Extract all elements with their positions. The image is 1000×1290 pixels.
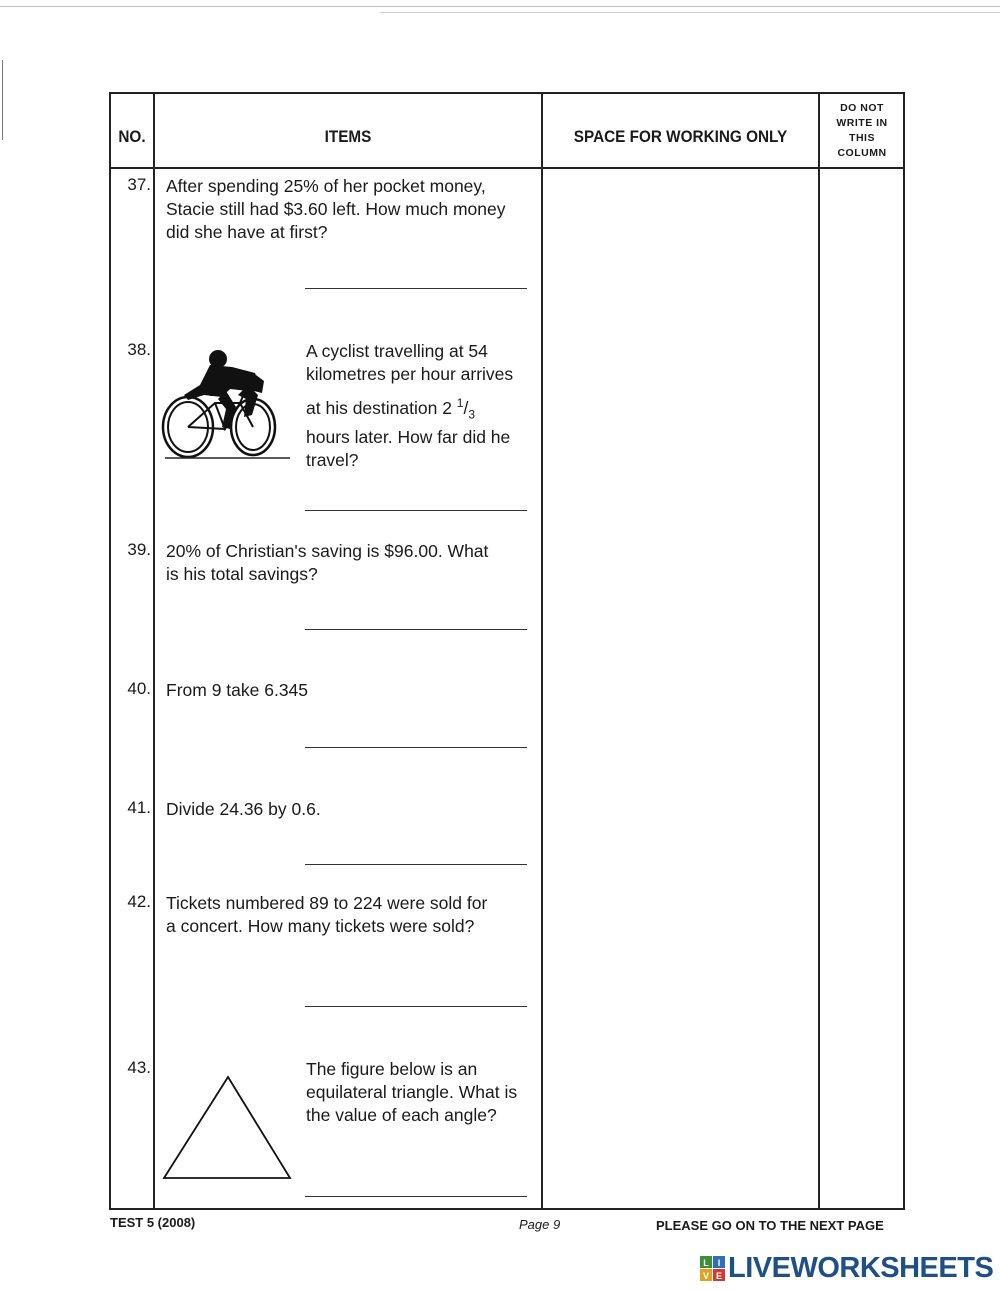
answer-line-43[interactable] [305,1196,527,1197]
svg-text:I: I [717,1257,721,1268]
question-number-43: 43. [127,1058,151,1077]
scan-line-left [2,60,3,140]
liveworksheets-wordmark: LIVEWORKSHEETS [728,1252,994,1284]
answer-line-41[interactable] [305,864,527,865]
footer-test-label: TEST 5 (2008) [110,1215,196,1230]
question-number-42: 42. [127,892,151,911]
svg-text:E: E [715,1270,723,1281]
answer-line-42[interactable] [305,1006,527,1007]
scan-line-top-2 [380,12,1000,13]
cyclist-illustration [160,345,295,465]
svg-text:L: L [703,1257,709,1268]
footer-next-page: PLEASE GO ON TO THE NEXT PAGE [656,1218,884,1233]
scan-line-top [0,6,1000,7]
answer-line-38[interactable] [305,510,527,511]
question-text-37: After spending 25% of her pocket money, Stacie still had $3.60 left. How much money did she have at first? [166,176,506,242]
answer-line-39[interactable] [305,629,527,630]
col-divider-items [541,92,543,1210]
question-number-39: 39. [127,540,151,559]
liveworksheets-logo-icon [700,1256,726,1282]
question-number-40: 40. [127,679,151,698]
answer-line-40[interactable] [305,747,527,748]
header-working: SPACE FOR WORKING ONLY [573,127,788,146]
fraction-line: at his destination 2 $^1/_3$ [306,396,476,422]
question-number-41: 41. [127,798,151,817]
question-text-42: Tickets numbered 89 to 224 were sold for a concert. How many tickets were sold? [166,893,488,936]
svg-text:V: V [702,1270,710,1281]
question-text-38: A cyclist travelling at 54 kilometres per hour arrives at his destination 2 $^1/_3$ hours later. How far did he travel? [306,341,514,471]
answer-line-37[interactable] [305,288,527,289]
footer-page-number: Page 9 [519,1217,561,1232]
question-text-39: 20% of Christian's saving is $96.00. What is his total savings? [166,541,489,584]
fraction-denominator: 3 [468,407,476,422]
question-number-37: 37. [127,175,151,194]
header-items: ITEMS [324,127,372,146]
worksheet-table [109,92,905,1210]
equilateral-triangle [160,1072,295,1184]
header-divider [109,167,905,169]
question-number-38: 38. [127,340,151,359]
liveworksheets-brand[interactable] [700,1252,993,1285]
header-do-not-write: DO NOT WRITE IN THIS COLUMN [836,102,888,159]
question-text-40: From 9 take 6.345 [166,680,309,700]
col-divider-working [818,92,820,1210]
fraction-numerator: 1 [456,396,464,410]
question-text-41: Divide 24.36 by 0.6. [166,799,321,819]
header-no: NO. [118,127,146,146]
col-divider-no [153,92,155,1210]
question-text-43: The figure below is an equilateral triangle. What is the value of each angle? [306,1059,518,1125]
